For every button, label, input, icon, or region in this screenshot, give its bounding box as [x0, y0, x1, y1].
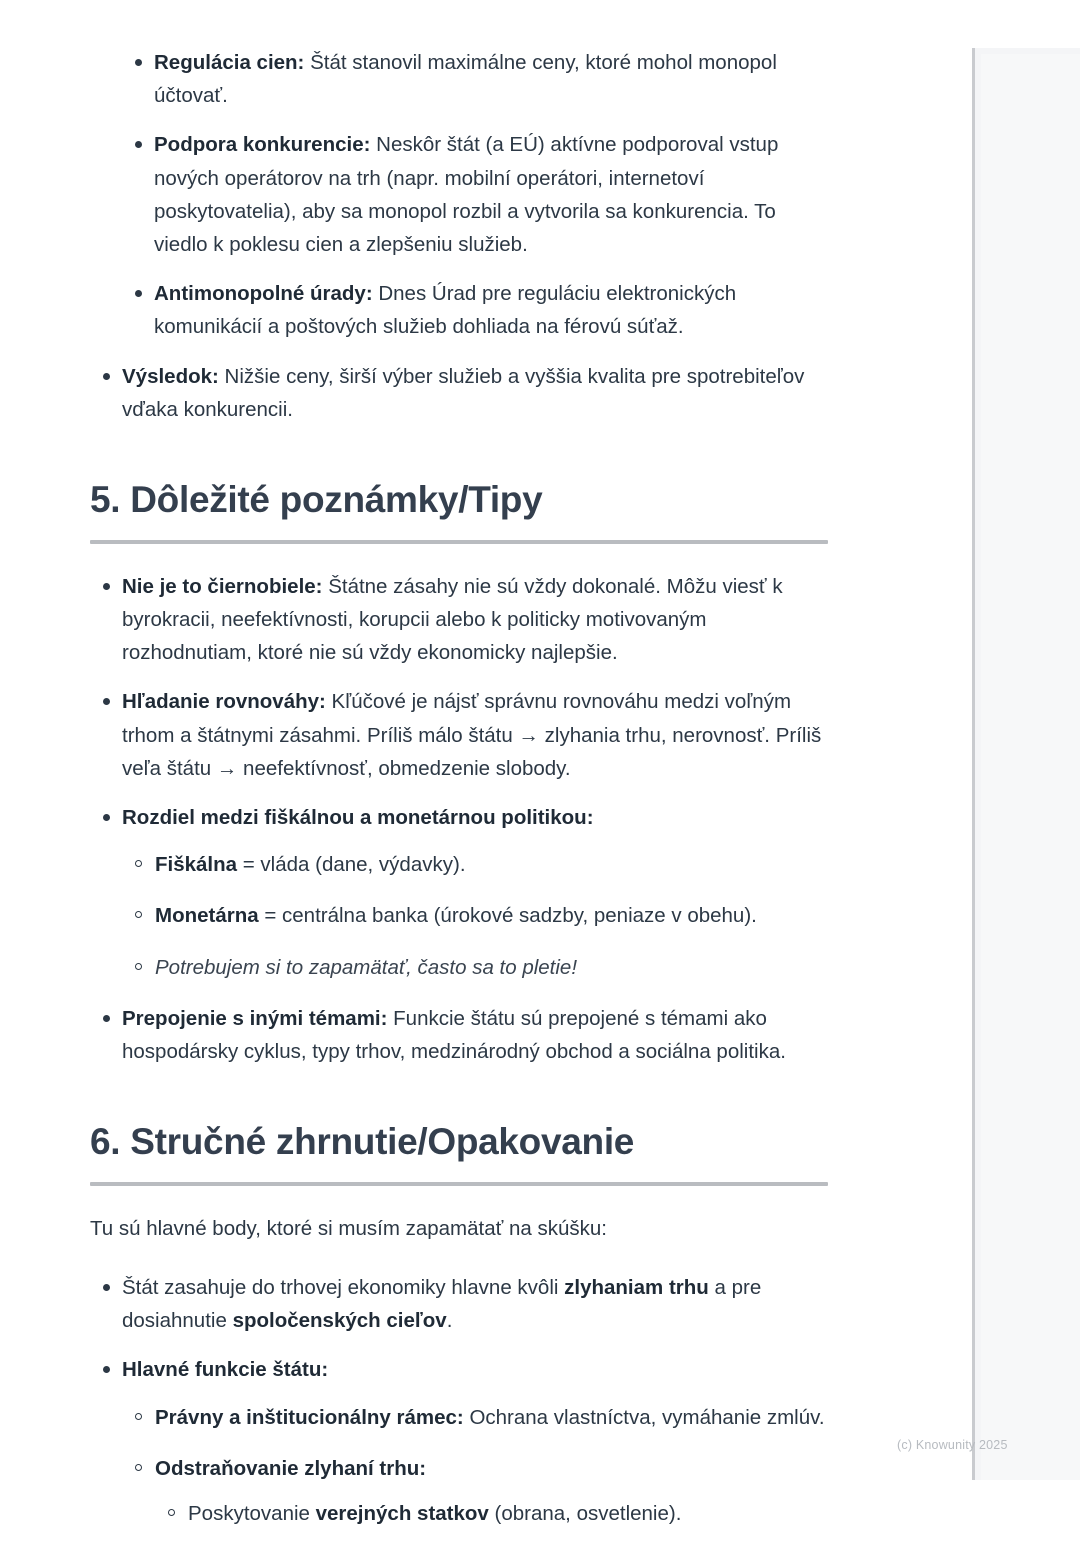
list-item [122, 277, 830, 343]
list-item-summary [90, 1271, 830, 1337]
list-item-result [90, 360, 830, 426]
list-item-text: Nižšie ceny, širší výber služieb a vyššia kvalita pre spotrebiteľov vďaka konkurencii. [122, 364, 805, 421]
sublist-item-text: = centrálna banka (úrokové sadzby, peniaze v obehu). [258, 904, 757, 928]
sublist-item-label: Fiškálna [155, 853, 238, 877]
list-item-label: Podpora konkurencie: [154, 133, 371, 157]
continued-list [90, 0, 830, 426]
list-item-label: Regulácia cien: [154, 51, 305, 74]
summary-text-part1: Štát zasahuje do trhovej ekonomiky hlavne kvôli [122, 1275, 565, 1299]
personal-note-text: Potrebujem si to zapamätať, často sa to pletie! [155, 955, 578, 979]
sublist-item [122, 1401, 830, 1434]
list-item-label: Antimonopolné úrady: [154, 282, 373, 306]
section-5-header [90, 478, 830, 544]
sublist-item-label: Právny a inštitucionálny rámec: [155, 1405, 464, 1429]
section-6-list [90, 1271, 830, 1530]
list-item-label: Nie je to čiernobiele: [122, 574, 323, 598]
summary-bold-1: zlyhaniam trhu [564, 1275, 709, 1299]
level3-bold: verejných statkov [315, 1502, 489, 1525]
section-5-list [90, 570, 830, 1068]
list-item-functions [90, 1353, 830, 1530]
sublist-item-text: Ochrana vlastníctva, vymáhanie zmlúv. [463, 1405, 825, 1429]
sublist-item [122, 899, 830, 932]
sublist-item-text: = vláda (dane, výdavky). [237, 853, 466, 877]
list-item [90, 1002, 830, 1068]
list-item-label: Výsledok: [122, 364, 219, 388]
section-6-header [90, 1120, 830, 1186]
sublist-item-label: Odstraňovanie zlyhaní trhu: [155, 1456, 427, 1480]
summary-text-part3: . [446, 1309, 453, 1333]
functions-sublist [122, 1401, 830, 1531]
list-item-text: Štátne zásahy nie sú vždy dokonalé. Môžu viesť k byrokracii, neefektívnosti, korupcii alebo k politicky motivovaným rozhodnutiam, ktoré nie sú vždy ekonomicky najlepšie. [122, 574, 783, 665]
sublist-item-level3 [155, 1497, 830, 1530]
list-item-text: Neskôr štát (a EÚ) aktívne podporoval vstup nových operátorov na trh (napr. mobilní operátori, internetoví poskytovatelia), aby sa monopol rozbil a vytvorila sa konkurencia. To viedlo k poklesu cien a zlepšeniu služieb. [154, 133, 779, 257]
summary-text-part2: a pre dosiahnutie [122, 1275, 762, 1333]
list-item [90, 570, 830, 670]
list-item [122, 46, 830, 112]
right-side-panel [972, 48, 1080, 1480]
summary-bold-2: spoločenských cieľov [232, 1309, 447, 1333]
list-item-label: Rozdiel medzi fiškálnou a monetárnou politikou: [122, 805, 594, 829]
fiscal-monetary-sublist [122, 848, 830, 984]
list-item-label: Prepojenie s inými témami: [122, 1006, 388, 1030]
list-item-text: Štát stanovil maximálne ceny, ktoré mohol monopol účtovať. [154, 51, 777, 108]
list-item-text: Kľúčové je nájsť správnu rovnováhu medzi voľným trhom a štátnymi zásahmi. Príliš málo štátu → zlyhania trhu, nerovnosť. Príliš veľa štátu → neefektívnosť, obmedzenie slobody. [122, 690, 822, 780]
right-side-panel-surface [981, 54, 1080, 1480]
list-item-fiscal-monetary [90, 801, 830, 984]
level3-text-part2: (obrana, osvetlenie). [488, 1502, 682, 1525]
sublist-item-note [122, 951, 830, 984]
level3-text-part1: Poskytovanie [188, 1502, 316, 1525]
section-5-title: 5. Dôležité poznámky/Tipy [90, 479, 543, 521]
section-divider [90, 540, 828, 544]
sublist-item-label: Monetárna [155, 904, 259, 928]
document-content [90, 0, 830, 1548]
sublist-item [122, 848, 830, 881]
copyright-watermark: (c) Knowunity 2025 [897, 1438, 1008, 1452]
section-6-title: 6. Stručné zhrnutie/Opakovanie [90, 1121, 635, 1163]
list-item-label: Hľadanie rovnováhy: [122, 690, 326, 714]
list-item-label: Hlavné funkcie štátu: [122, 1358, 329, 1382]
list-item-text: Funkcie štátu sú prepojené s témami ako hospodársky cyklus, typy trhov, medzinárodný obchod a sociálna politika. [122, 1006, 786, 1063]
list-item [90, 685, 830, 785]
section-divider [90, 1182, 828, 1186]
sublist-item-market-failures [122, 1452, 830, 1530]
market-failures-sublist [155, 1497, 830, 1530]
list-item [122, 128, 830, 261]
section-6-lead-paragraph: Tu sú hlavné body, ktoré si musím zapamätať na skúšku: [90, 1216, 608, 1240]
list-item-text: Dnes Úrad pre reguláciu elektronických komunikácií a poštových služieb dohliada na férovú súťaž. [154, 282, 737, 339]
